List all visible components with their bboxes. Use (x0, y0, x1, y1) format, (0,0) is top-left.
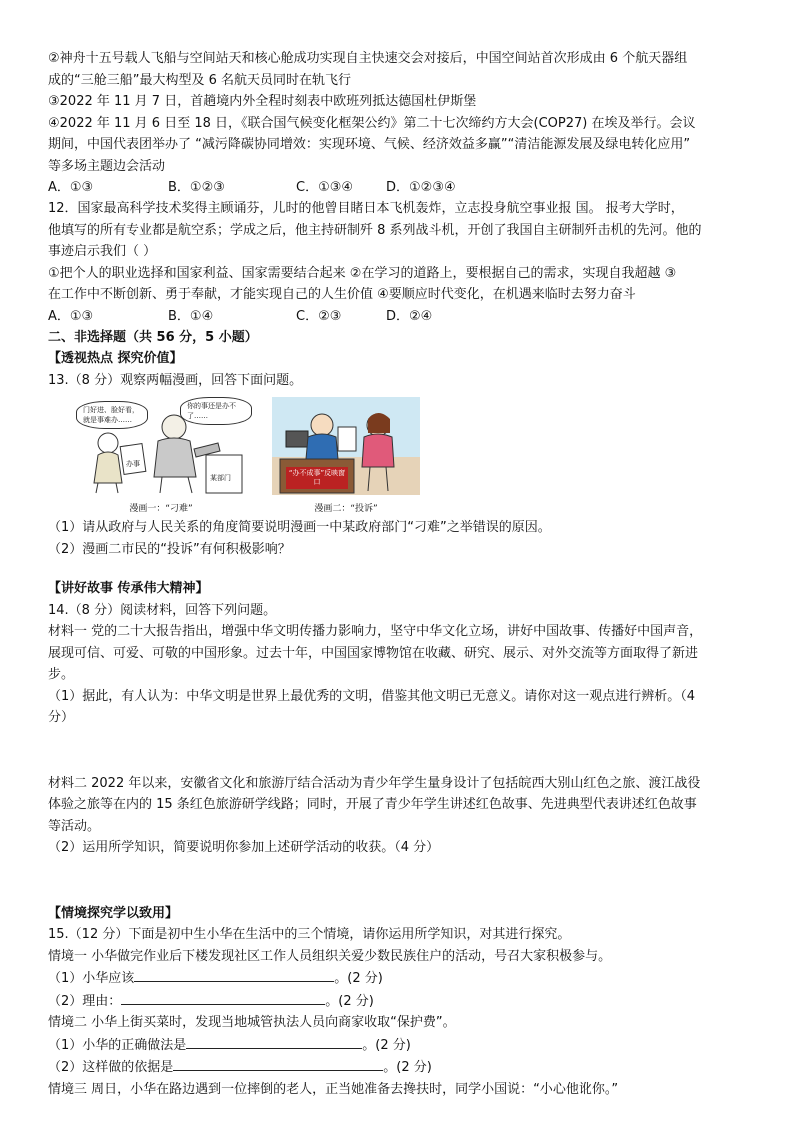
q14-material-2: 材料二 2022 年以来，安徽省文化和旅游厅结合活动为青少年学生量身设计了包括皖西大别山红色之旅、渡江战役 (48, 775, 701, 791)
q11-item-2: ②神舟十五号载人飞船与空间站天和核心舱成功实现自主快速交会对接后，中国空间站首次形成由 6 个航天器组 (48, 51, 688, 66)
q15-situation-2: 情境二 小华上街买菜时，发现当地城管执法人员向商家收取“保护费”。 (48, 1015, 456, 1030)
q14-heading: 【讲好故事 传承伟大精神】 (48, 581, 209, 596)
q11-item-4-cont2: 等多场主题边会活动 (48, 158, 166, 174)
q12-stem: 12．国家最高科学技术奖得主顾诵芬，儿时的他曾目睹日本飞机轰炸，立志投身航空事业报 国。 报考大学时， (48, 201, 684, 216)
q15-s2-q2: （2）这样做的依据是 。(2 分) (48, 1056, 760, 1079)
q12-items-cont: 在工作中不断创新、勇于奉献，才能实现自己的人生价值 ④要顺应时代变化，在机遇来临时去努力奋斗 (48, 287, 636, 302)
answer-blank[interactable] (173, 1056, 383, 1071)
q14-sub-2: （2）运用所学知识，简要说明你参加上述研学活动的收获。（4 分） (48, 840, 440, 855)
cartoon-1-bubble-left: 门好进、脸好看，就是事难办…… (76, 401, 148, 429)
cartoon-2-caption: 漫画二：“投诉” (314, 504, 378, 514)
q14-stem: 14.（8 分）阅读材料，回答下列问题。 (48, 602, 277, 618)
q14-material-1: 材料一 党的二十大报告指出，增强中华文明传播力影响力，坚守中华文化立场，讲好中国故事、传播好中国声音， (48, 624, 703, 639)
q14-material-2-cont: 体验之旅等在内的 15 条红色旅游研学线路；同时，开展了青少年学生讲述红色故事、先进典型代表讲述红色故事 (48, 797, 697, 812)
q15-s2-q1: （1）小华的正确做法是 。(2 分) (48, 1034, 760, 1057)
cartoon-1-caption: 漫画一：“刁难” (129, 504, 193, 514)
q13-heading: 【透视热点 探究价值】 (48, 351, 183, 366)
q15-s1-q1: （1）小华应该 。(2 分) (48, 967, 760, 990)
cartoon-2 (272, 397, 420, 517)
q11-item-3: ③2022 年 11 月 7 日，首趟境内外全程时刻表中欧班列抵达德国杜伊斯堡 (48, 94, 477, 109)
q14-material-1-cont2: 步。 (48, 667, 75, 682)
q14-sub-1-cont: 分） (48, 710, 75, 725)
section-2-title: 二、非选择题（共 56 分，5 小题） (48, 329, 258, 345)
cartoon-2-window-sign: “办不成事”反映窗口 (286, 467, 348, 489)
cartoon-1 (76, 397, 246, 517)
q12-option-c[interactable]: C．②③ (296, 308, 342, 324)
answer-blank[interactable] (186, 1034, 362, 1049)
q12-option-d[interactable]: D．②④ (386, 308, 433, 324)
q13-cartoons (76, 397, 760, 517)
q11-item-2-cont: 成的“三舱三船”最大构型及 6 名航天员同时在轨飞行 (48, 72, 352, 88)
q15-heading: 【情境探究学以致用】 (48, 905, 179, 921)
answer-blank[interactable] (134, 967, 334, 982)
q12-stem-cont2: 事迹启示我们（ ） (48, 244, 157, 259)
q12-option-b[interactable]: B．①④ (168, 308, 214, 324)
q15-s1-q2: （2）理由： 。(2 分) (48, 990, 760, 1013)
exam-page (48, 48, 760, 1100)
q13-sub-2: （2）漫画二市民的“投诉”有何积极影响？ (48, 541, 291, 557)
q13-sub-1: （1）请从政府与人民关系的角度简要说明漫画一中某政府部门“刁难”之举错误的原因。 (48, 520, 551, 535)
q12-option-a[interactable]: A．①③ (48, 308, 94, 324)
answer-space[interactable] (48, 729, 760, 773)
q11-option-b[interactable]: B．①②③ (168, 180, 225, 195)
q14-material-2-cont2: 等活动。 (48, 818, 101, 834)
cartoon-1-sign-department: 某部门 (210, 474, 231, 482)
q15-situation-3: 情境三 周日，小华在路边遇到一位摔倒的老人，正当她准备去搀扶时，同学小国说：“小心他讹你。” (48, 1081, 619, 1097)
q11-item-4: ④2022 年 11 月 6 日至 18 日，《联合国气候变化框架公约》第二十七次缔约方大会(COP27) 在埃及举行。会议 (48, 115, 696, 131)
q14-sub-1: （1）据此，有人认为：中华文明是世界上最优秀的文明，借鉴其他文明已无意义。请你对这一观点进行辨析。（4 (48, 688, 696, 704)
q13-stem: 13.（8 分）观察两幅漫画，回答下面问题。 (48, 372, 303, 388)
q11-options (48, 177, 760, 198)
q11-option-d[interactable]: D．①②③④ (386, 180, 456, 195)
q12-items: ①把个人的职业选择和国家利益、国家需要结合起来 ②在学习的道路上，要根据自己的需求，实现自我超越 ③ (48, 265, 677, 281)
q15-stem: 15.（12 分）下面是初中生小华在生活中的三个情境，请你运用所学知识，对其进行探究。 (48, 927, 571, 942)
q11-option-c[interactable]: C．①③④ (296, 180, 354, 195)
q12-options (48, 306, 760, 327)
q11-item-4-cont: 期间，中国代表团举办了 “减污降碳协同增效：实现环境、气候、经济效益多赢”“清洁能源发展及绿电转化应用” (48, 137, 691, 152)
cartoon-1-sign-banshi: 办事 (126, 460, 140, 468)
q15-situation-1: 情境一 小华做完作业后下楼发现社区工作人员组织关爱少数民族住户的活动，号召大家积极参与。 (48, 948, 612, 964)
answer-blank[interactable] (121, 990, 325, 1005)
q14-material-1-cont: 展现可信、可爱、可敬的中国形象。过去十年，中国国家博物馆在收藏、研究、展示、对外交流等方面取得了新进 (48, 645, 699, 661)
cartoon-1-bubble-right: 你的事还是办不了…… (180, 397, 252, 425)
answer-space[interactable] (48, 859, 760, 903)
q11-option-a[interactable]: A．①③ (48, 180, 94, 195)
q12-stem-cont: 他填写的所有专业都是航空系；学成之后，他主持研制歼 8 系列战斗机，开创了我国自主研制歼击机的先河。他的 (48, 222, 702, 238)
